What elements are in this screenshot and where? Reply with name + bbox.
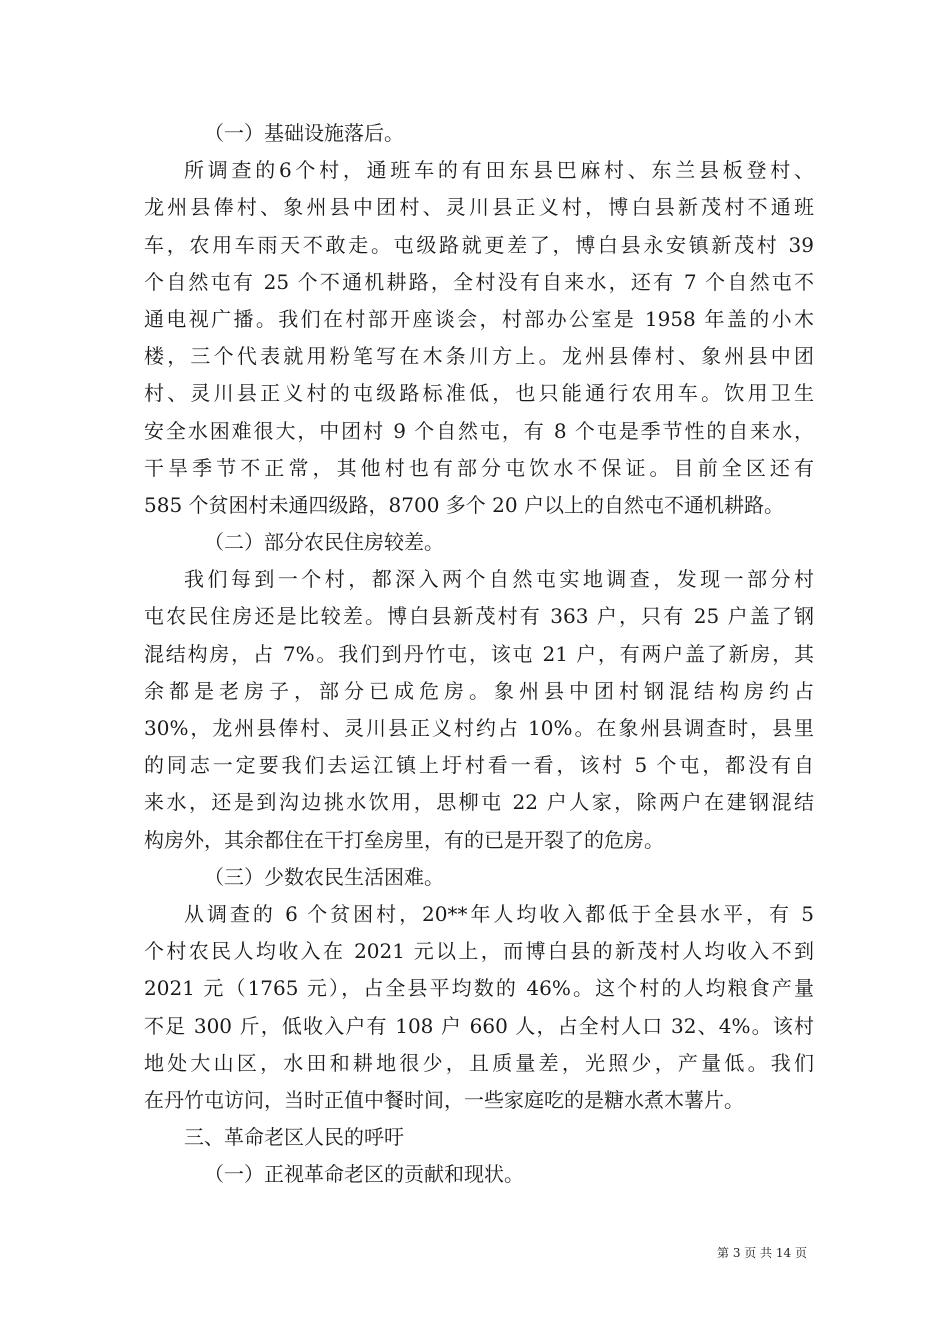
text-line: （三）少数农民生活困难。 bbox=[204, 864, 444, 889]
text-line: 来水，还是到沟边挑水饮用，思柳屯 22 户人家，除两户在建钢混结 bbox=[144, 790, 814, 815]
text-line: 余都是老房子，部分已成危房。象州县中团村钢混结构房约占 bbox=[144, 678, 814, 703]
text-line: 构房外，其余都住在干打垒房里，有的已是开裂了的危房。 bbox=[144, 827, 664, 852]
text-line: 30%，龙州县俸村、灵川县正义村约占 10%。在象州县调查时，县里 bbox=[144, 716, 814, 740]
text-line: （一）基础设施落后。 bbox=[204, 121, 404, 145]
text-line: 个自然屯有 25 个不通机耕路，全村没有自来水，还有 7 个自然屯不 bbox=[144, 269, 814, 294]
text-line: 所调查的6个村，通班车的有田东县巴麻村、东兰县板登村、 bbox=[184, 158, 814, 183]
text-line: 我们每到一个村，都深入两个自然屯实地调查，发现一部分村 bbox=[184, 567, 814, 592]
text-line: 不足 300 斤，低收入户有 108 户 660 人，占全村人口 32、4%。该村 bbox=[144, 1013, 814, 1038]
text-line: 通电视广播。我们在村部开座谈会，村部办公室是 1958 年盖的小木 bbox=[144, 306, 814, 331]
text-line: 的同志一定要我们去运江镇上圩村看一看，该村 5 个屯，都没有自 bbox=[144, 753, 814, 778]
text-line: （一）正视革命老区的贡献和现状。 bbox=[204, 1162, 524, 1187]
page-number-footer: 第 3 页 共 14 页 bbox=[717, 1246, 807, 1260]
text-line: 2021 元（1765 元），占全县平均数的 46%。这个村的人均粮食产量 bbox=[144, 976, 814, 1001]
document-body bbox=[144, 115, 814, 1193]
text-line: 干旱季节不正常，其他村也有部分屯饮水不保证。目前全区还有 bbox=[144, 455, 814, 480]
text-line: 安全水困难很大，中团村 9 个自然屯，有 8 个屯是季节性的自来水， bbox=[144, 418, 814, 443]
text-line: 585 个贫困村未通四级路，8700 多个 20 户以上的自然屯不通机耕路。 bbox=[144, 492, 784, 517]
text-line: 楼，三个代表就用粉笔写在木条川方上。龙州县俸村、象州县中团 bbox=[144, 344, 814, 369]
text-line: 三、革命老区人民的呼吁 bbox=[184, 1125, 404, 1150]
text-line: 个村农民人均收入在 2021 元以上，而博白县的新茂村人均收入不到 bbox=[144, 939, 814, 964]
text-line: 从调查的 6 个贫困村，20**年人均收入都低于全县水平，有 5 bbox=[184, 901, 814, 926]
text-line: 龙州县俸村、象州县中团村、灵川县正义村，博白县新茂村不通班 bbox=[144, 195, 814, 220]
text-line: 车，农用车雨天不敢走。屯级路就更差了，博白县永安镇新茂村 39 bbox=[144, 232, 814, 257]
text-line: 地处大山区，水田和耕地很少，且质量差，光照少，产量低。我们 bbox=[144, 1050, 814, 1075]
text-line: 村、灵川县正义村的屯级路标准低，也只能通行农用车。饮用卫生 bbox=[144, 381, 814, 406]
text-line: （二）部分农民住房较差。 bbox=[204, 530, 444, 555]
text-line: 屯农民住房还是比较差。博白县新茂村有 363 户，只有 25 户盖了钢 bbox=[144, 604, 814, 629]
text-line: 在丹竹屯访问，当时正值中餐时间，一些家庭吃的是糖水煮木薯片。 bbox=[144, 1087, 744, 1112]
text-line: 混结构房，占 7%。我们到丹竹屯，该屯 21 户，有两户盖了新房，其 bbox=[144, 641, 814, 666]
